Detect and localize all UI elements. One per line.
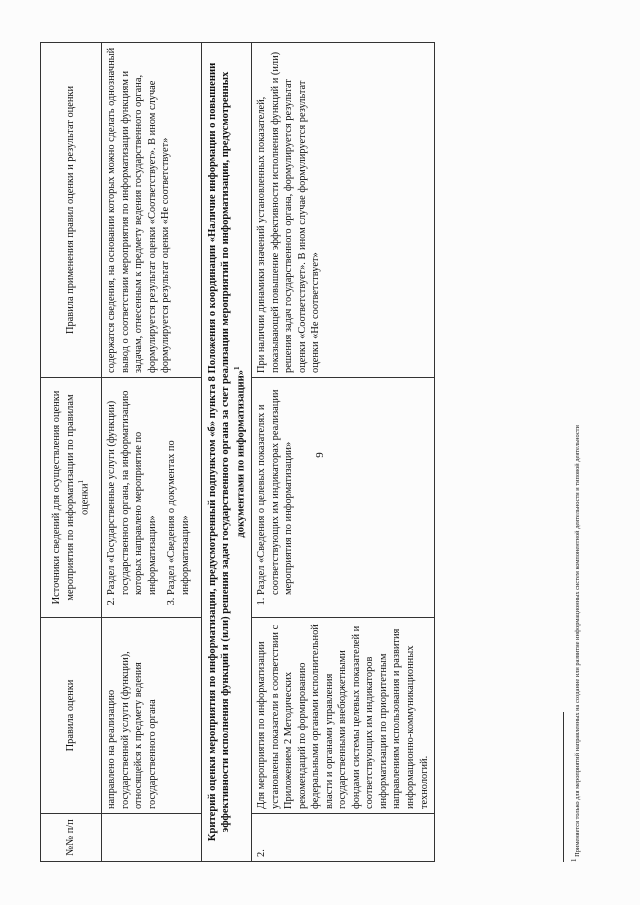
row2-sources	[252, 378, 435, 618]
list-item: 2. Раздел «Государственные услуги (функции) государственного органа, на информатизацию которых направлено мероприятие по информатизации»	[105, 382, 159, 595]
header-rules: Правила оценки	[41, 618, 102, 814]
row2-apply: При наличии динамики значений установленных показателей, показывающей повышение эффективности исполнения функций и (или) решения задач государственного органа, формулируется результат оценки «Соответствует». В ином случае формулируется результат оценки «Не соответствует»	[252, 43, 435, 378]
list-item: 3. Раздел «Сведения о документах по информатизации»	[165, 382, 192, 595]
row1-num	[102, 814, 202, 862]
row1-sources-list	[105, 382, 192, 613]
list-item: 1. Раздел «Сведения о целевых показателях и соответствующих им индикаторах реализации мероприятия по информатизации»	[255, 382, 296, 595]
header-num: №№ п/п	[41, 814, 102, 862]
header-apply: Правила применения правил оценки и результат оценки	[41, 43, 102, 378]
row2-rules: Для мероприятия по информатизации установлены показатели в соответствии с Приложением 2 Методических рекомендаций по формированию федеральными органами исполнительной власти и органами управления государственными внебюджетными фондами системы целевых показателей и соответствующих им индикаторов информатизации по приоритетным направлениям использования и развития информационно-коммуникационных технологий.	[252, 618, 435, 814]
footnote-sup: 1	[570, 858, 578, 862]
row1-sources	[102, 378, 202, 618]
row2-num: 2.	[252, 814, 435, 862]
table-row	[252, 43, 435, 862]
criterion-cell	[202, 43, 252, 862]
header-sources	[41, 378, 102, 618]
rotated-content	[40, 42, 600, 862]
evaluation-table	[40, 42, 435, 862]
footnote-divider	[563, 712, 564, 862]
table-row	[102, 43, 202, 862]
criterion-sup: 1	[232, 366, 241, 370]
table-header-row	[41, 43, 102, 862]
criterion-text: Критерий оценки мероприятия по информатизации, предусмотренный подпунктом «б» пункта 8 Положения о координации «Наличие информации о повышении эффективности исполнения функций и (или) решения задач государственного органа за счет реализации мероприятий по информатизации, предусмотренных документами по информатизации»	[207, 62, 247, 842]
footnote-text: Применяется только для мероприятий направленных на создание или развитие информационных систем компонентной деятельности и типовой деятельности	[574, 425, 582, 857]
footnote	[570, 42, 581, 862]
row1-apply: содержатся сведения, на основании которых можно сделать однозначный вывод о соответствии мероприятия по информатизации функциям и задачам, отнесенным к предмету ведения государственного органа, формулируется результат оценки «Соответствует». В ином случае формулируется результат оценки «Не соответствует»	[102, 43, 202, 378]
row1-rules: направлено на реализацию государственной услуги (функции), относящейся к предмету ведения государственного органа	[102, 618, 202, 814]
row2-sources-list	[255, 382, 296, 613]
page-number: 9	[314, 452, 326, 458]
header-sources-text: Источники сведений для осуществления оценки мероприятия по информатизации по правилам оценки	[50, 390, 91, 605]
header-sources-sup: 1	[77, 479, 86, 484]
criterion-row	[202, 43, 252, 862]
